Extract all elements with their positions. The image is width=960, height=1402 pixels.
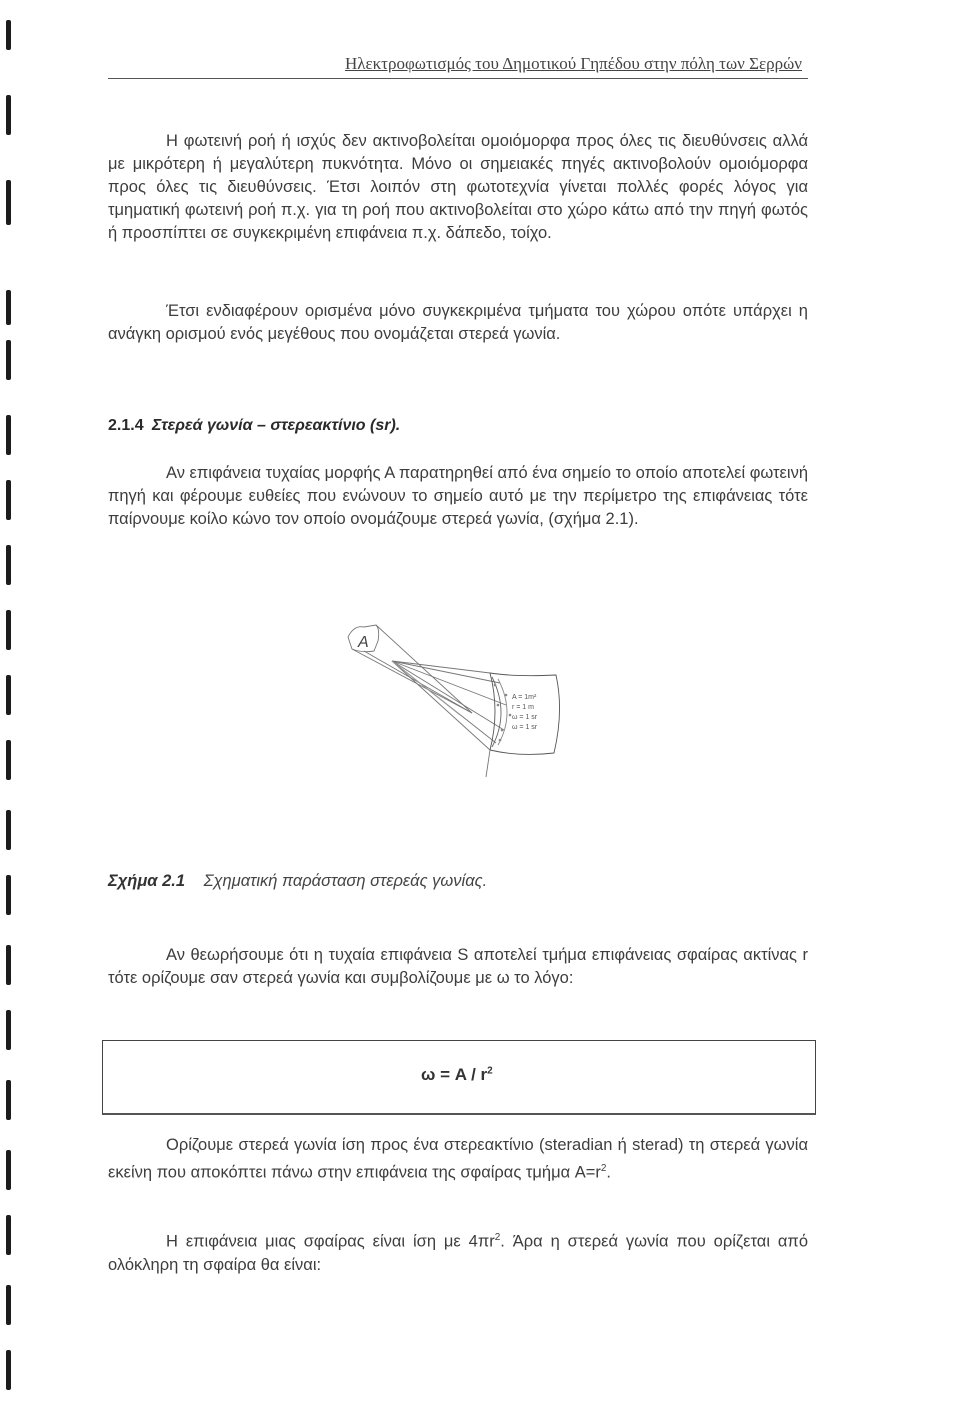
- cone-line: [392, 661, 460, 715]
- sphere-cap-arc: [498, 679, 507, 745]
- tick-line: [486, 750, 490, 777]
- sphere-surface-exponent: 2: [494, 1232, 501, 1243]
- formula-exponent: 2: [487, 1065, 493, 1077]
- section-number: 2.1.4: [108, 417, 144, 434]
- paragraph-solid-angle-definition: Αν επιφάνεια τυχαίας μορφής Α παρατηρηθεί από ένα σημείο το οποίο αποτελεί φωτεινή πηγή και φέρουμε ευθείες που ενώνουν το σημείο αυτό με την περίμετρο της επιφάνειας τότε παίρνουμε κοίλο κώνο τον οποίο ονομάζουμε στερεά γωνία, (σχήμα 2.1).: [108, 464, 809, 528]
- paragraph-sphere-ratio: Αν θεωρήσουμε ότι η τυχαία επιφάνεια S αποτελεί τμήμα επιφάνειας σφαίρας ακτίνας r τότε ορίζουμε σαν στερεά γωνία και συμβολίζουμε με ω το λόγο:: [108, 946, 808, 987]
- legend-solid-angle-2: ω = 1 sr: [512, 724, 538, 731]
- legend-solid-angle: ω = 1 sr: [512, 714, 538, 721]
- cone-line: [392, 661, 490, 750]
- paragraph-steradian-definition: [108, 1134, 808, 1185]
- paragraph-solid-angle-need: Έτσι ενδιαφέρουν ορισμένα μόνο συγκεκριμένα τμήματα του χώρου οπότε υπάρχει η ανάγκη ορισμού ενός μεγέθους που ονομάζεται στερεά γωνία.: [108, 302, 808, 343]
- caption-label: Σχήμα 2.1: [108, 872, 186, 890]
- surface-label: A: [358, 634, 369, 651]
- solid-angle-formula: [421, 1065, 493, 1085]
- caption-text: Σχηματική παράσταση στερεάς γωνίας.: [203, 872, 488, 890]
- spiral-binding: [0, 0, 22, 1402]
- paragraph-sphere-surface: [108, 1226, 808, 1277]
- steradian-exponent: 2: [600, 1163, 607, 1174]
- formula-expression: ω = A / r: [421, 1065, 488, 1084]
- steradian-end: .: [606, 1163, 611, 1182]
- sphere-surface-text: Η επιφάνεια μιας σφαίρας είναι ίση με 4πr: [166, 1232, 495, 1251]
- legend-area: A = 1m²: [512, 694, 537, 701]
- legend-radius: r = 1 m: [512, 704, 534, 711]
- cone-line: [392, 661, 504, 730]
- figure-caption: [108, 872, 487, 891]
- section-heading: [108, 417, 400, 435]
- sphere-surface-end: . Άρα η στερεά γωνία που ορίζεται από ολόκληρη τη σφαίρα θα είναι:: [108, 1232, 808, 1274]
- paragraph-luminous-flux: Η φωτεινή ροή ή ισχύς δεν ακτινοβολείται ομοιόμορφα προς όλες τις διευθύνσεις αλλά με μικρότερη ή μεγαλύτερη πυκνότητα. Μόνο οι σημειακές πηγές ακτινοβολούν ομοιόμορφα προς όλες τις διευθύνσεις. Έτσι λοιπόν στη φωτοτεχνία γίνεται πολλές φορές λόγος για τμηματική φωτεινή ροή π.χ. για τη ροή που ακτινοβολείται στο χώρο κάτω από την πηγή φωτός ή προσπίπτει σε συγκεκριμένη επιφάνεια π.χ. δάπεδο, τοίχο.: [108, 132, 808, 242]
- header-title: Ηλεκτροφωτισμός του Δημοτικού Γηπέδου στην πόλη των Σερρών: [344, 54, 802, 73]
- page-header: [108, 52, 808, 79]
- formula-box: [102, 1040, 816, 1115]
- solid-angle-diagram: [340, 565, 580, 790]
- solid-angle-figure: [340, 565, 580, 790]
- section-title: Στερεά γωνία – στερεακτίνιο (sr).: [152, 417, 401, 434]
- steradian-text: Ορίζουμε στερεά γωνία ίση προς ένα στερεακτίνιο (steradian ή sterad) τη στερεά γωνία εκείνη που αποκόπτει πάνω στην επιφάνεια της σφαίρας τμήμα A=r: [108, 1136, 808, 1182]
